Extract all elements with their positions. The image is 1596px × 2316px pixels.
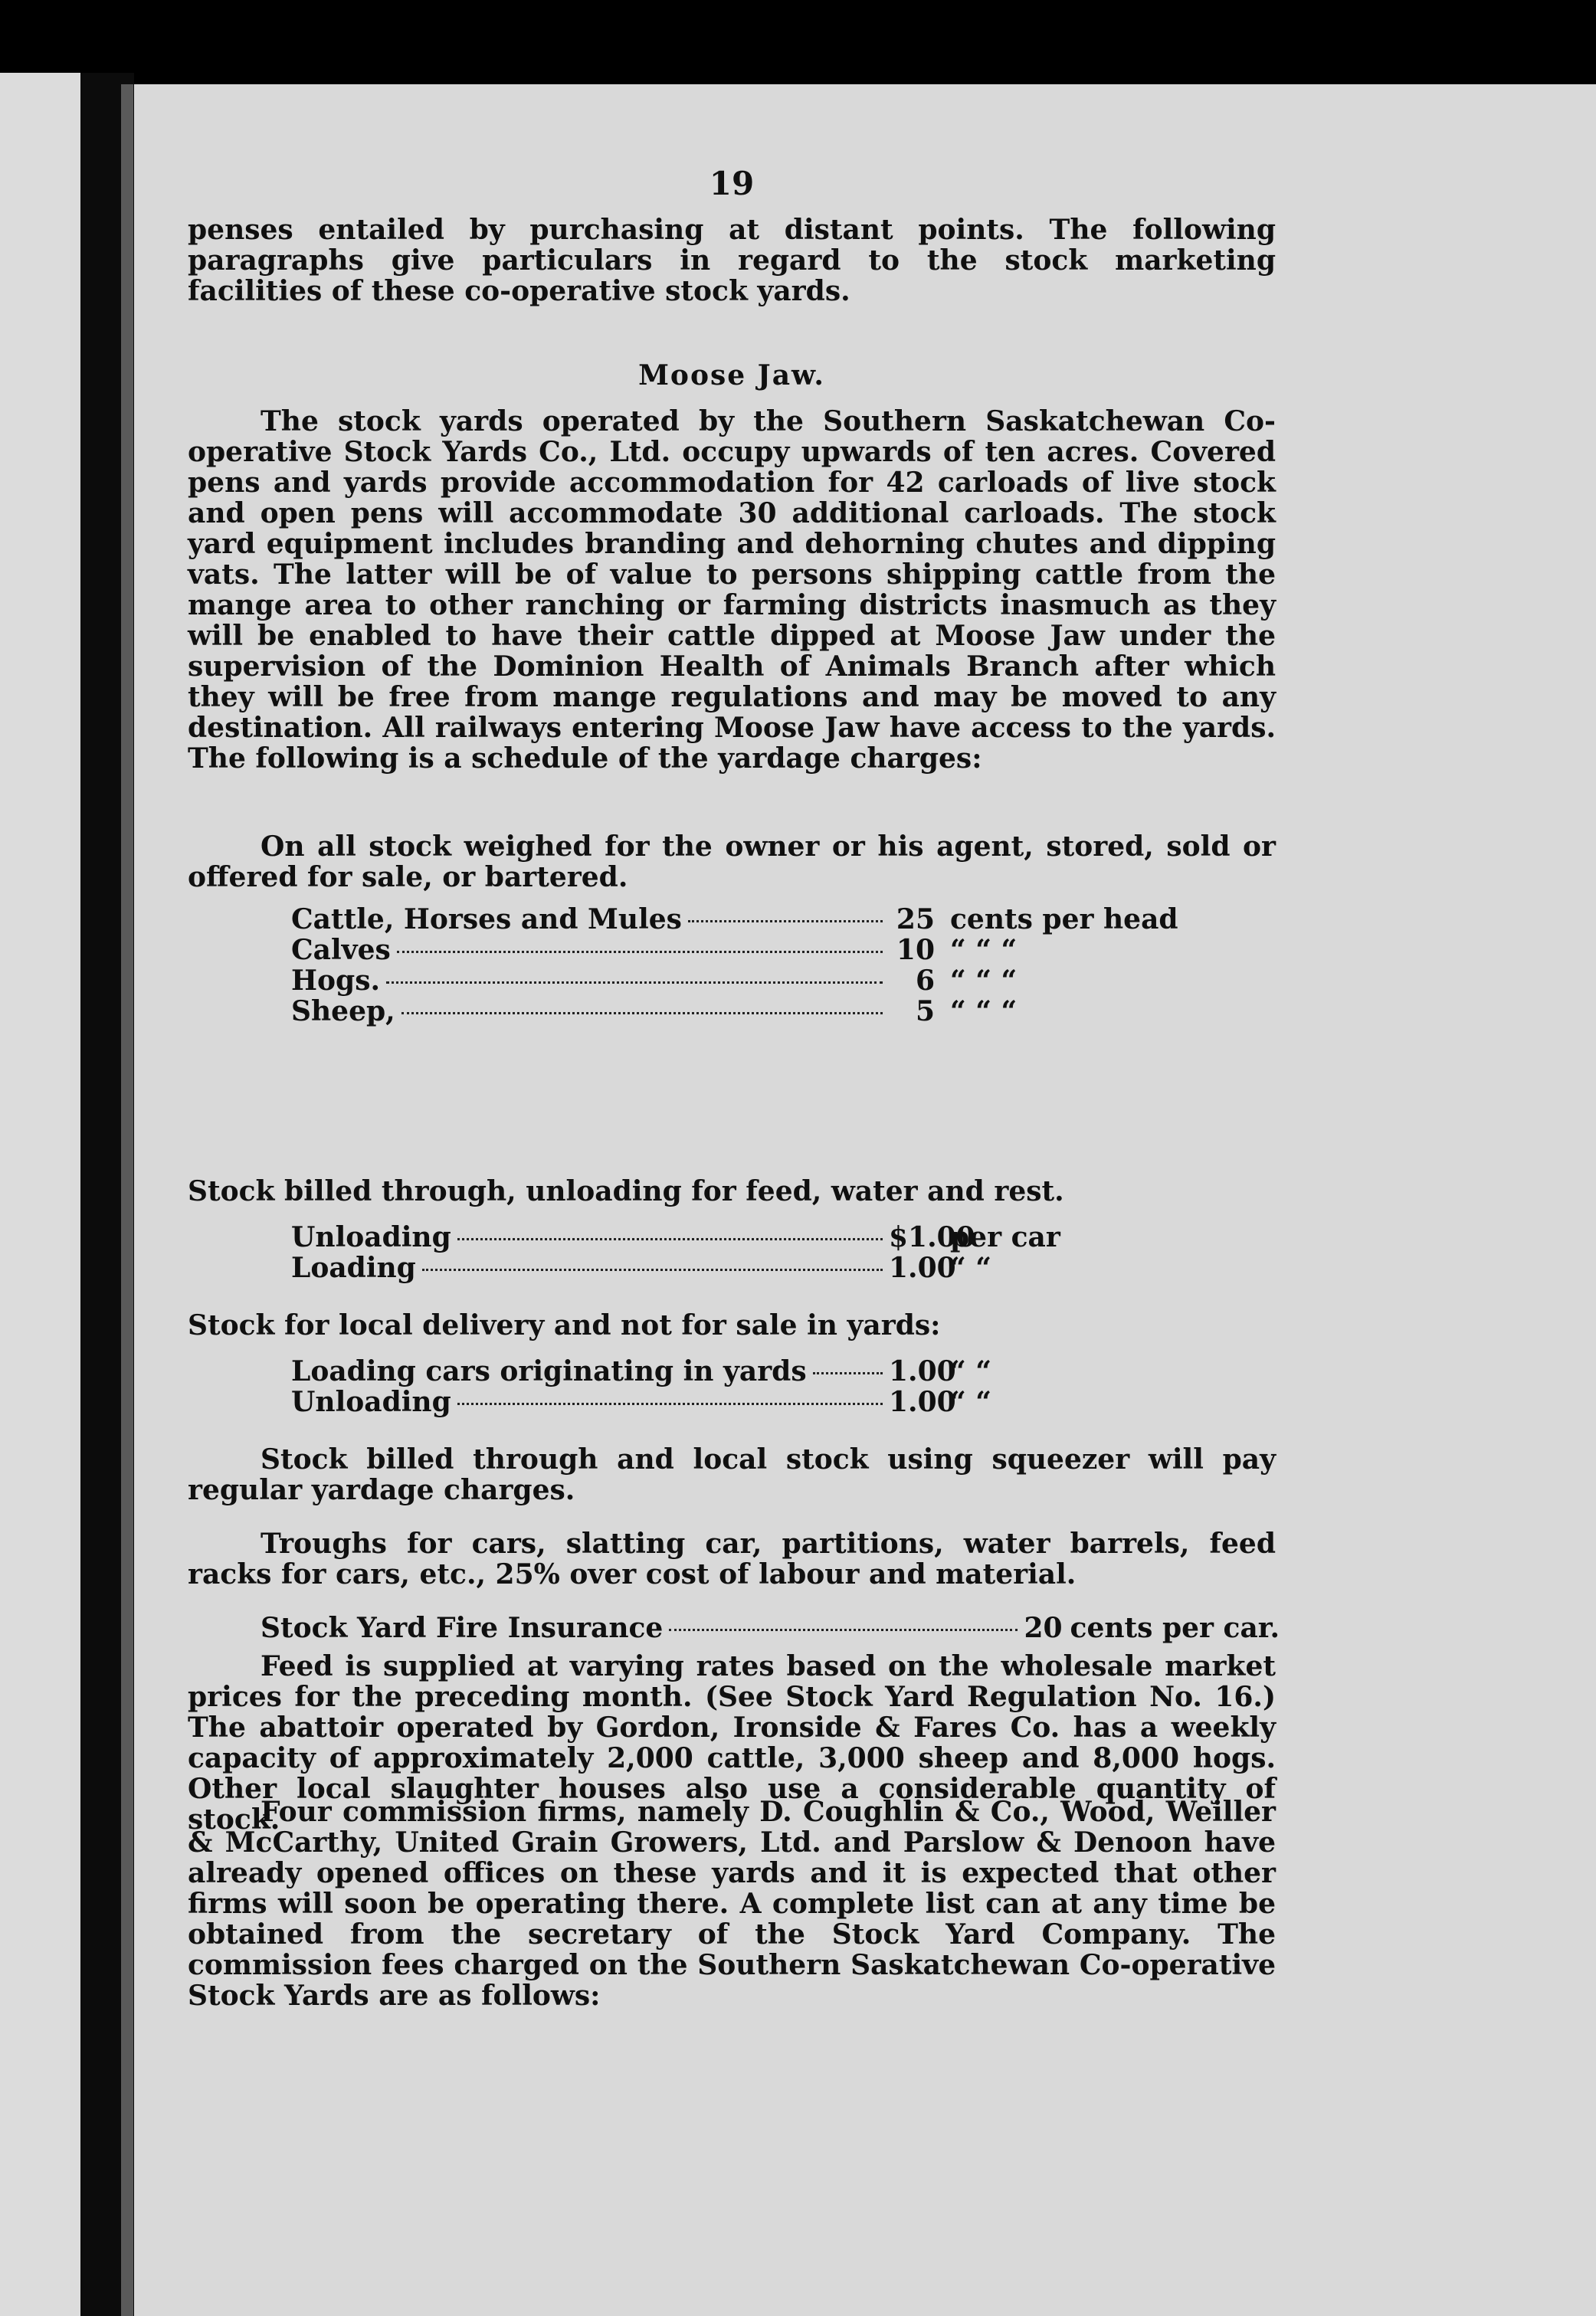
rate-item: Cattle, Horses and Mules: [291, 903, 682, 935]
rate-row: [291, 1356, 1172, 1387]
rate-row: [291, 1387, 1172, 1417]
dot-leader: [457, 1238, 883, 1240]
rate-amount: 1.00: [889, 1386, 956, 1418]
rate-item: Loading cars originating in yards: [291, 1355, 807, 1387]
rate-unit: “ “: [950, 1252, 991, 1284]
commission-paragraph: Four commission firms, namely D. Coughlin & Co., Wood, Weiller & McCarthy, United Grain Growers, Ltd. and Parslow & Denoon have already opened offices on these yards and it is expected that other firms will soon be operating there. A complete list can at any time be obtained from the secretary of the Stock Yard Company. The commission fees charged on the Southern Saskatchewan Co-operative Stock Yards are as follows:: [188, 1796, 1276, 2012]
rate-row: [291, 996, 1172, 1027]
rate-amount: 10: [896, 934, 935, 966]
rate-item: Unloading: [291, 1221, 451, 1253]
rate-amount: 1.00: [889, 1355, 956, 1387]
rate-unit: “ “: [950, 1386, 991, 1418]
dot-leader: [422, 1269, 883, 1271]
rate-row: [291, 903, 1178, 935]
rate-amount: 20: [1024, 1612, 1063, 1644]
rate-unit: “ “: [950, 1355, 991, 1387]
rate-row: [291, 965, 1172, 996]
local-charges-table: [291, 1356, 1172, 1417]
dot-leader: [457, 1403, 883, 1405]
dot-leader: [813, 1372, 883, 1374]
rate-item: Calves: [291, 934, 391, 966]
rate-item: Hogs.: [291, 965, 380, 997]
section-heading: Moose Jaw.: [638, 359, 825, 391]
billed-through-paragraph: Stock billed through, unloading for feed, water and rest.: [188, 1175, 1064, 1207]
rate-unit: cents per car.: [1070, 1612, 1280, 1644]
opening-paragraph: penses entailed by purchasing at distant points. The following paragraphs give particulars in regard to the stock marketing facilities of these co-operative stock yards.: [188, 214, 1276, 307]
fire-insurance-row: [261, 1613, 1280, 1643]
rate-amount: 1.00: [889, 1252, 956, 1284]
rate-item: Stock Yard Fire Insurance: [261, 1612, 664, 1644]
squeezer-paragraph: Stock billed through and local stock using squeezer will pay regular yardage charges.: [188, 1443, 1276, 1506]
page-gutter: [121, 84, 133, 2316]
head-charges-table: [291, 903, 1178, 1027]
rate-amount: 5: [915, 995, 935, 1027]
dot-leader: [669, 1629, 1018, 1631]
dot-leader: [401, 1012, 883, 1014]
rate-amount: 6: [915, 965, 935, 997]
rate-item: Unloading: [291, 1386, 451, 1418]
page-number: 19: [709, 165, 755, 202]
dot-leader: [688, 920, 883, 922]
rate-item: Sheep,: [291, 995, 395, 1027]
dot-leader: [397, 951, 883, 953]
dot-leader: [386, 981, 883, 984]
rate-unit: cents per head: [950, 903, 1178, 935]
feed-paragraph: Feed is supplied at varying rates based on the wholesale market prices for the preceding month. (See Stock Yard Regulation No. 16.) The abattoir operated by Gordon, Ironside & Fares Co. has a weekly capacity of approximately 2,000 cattle, 3,000 sheep and 8,000 hogs. Other local slaughter houses also use a considerable quantity of stock.: [188, 1650, 1276, 1836]
rate-unit: per car: [950, 1221, 1060, 1253]
facing-page-edge: [0, 73, 80, 2316]
local-delivery-paragraph: Stock for local delivery and not for sale in yards:: [188, 1309, 941, 1341]
stock-yards-paragraph: The stock yards operated by the Southern Saskatchewan Co-operative Stock Yards Co., Ltd. occupy upwards of ten acres. Covered pens and yards provide accommodation for 42 carloads of live stock and open pens will accommodate 30 additional carloads. The stock yard equipment includes branding and dehorning chutes and dipping vats. The latter will be of value to persons shipping cattle from the mange area to other ranching or farming districts inasmuch as they will be enabled to have their cattle dipped at Moose Jaw under the supervision of the Dominion Health of Animals Branch after which they will be free from mange regulations and may be moved to any destination. All railways entering Moose Jaw have access to the yards. The following is a schedule of the yardage charges:: [188, 405, 1276, 775]
rate-amount: 25: [896, 903, 935, 935]
troughs-paragraph: Troughs for cars, slatting car, partitions, water barrels, feed racks for cars, etc., 25% over cost of labour and material.: [188, 1528, 1276, 1590]
rate-row: [291, 1253, 1172, 1283]
rate-unit: “ “ “: [950, 995, 1018, 1027]
weighed-stock-paragraph: On all stock weighed for the owner or his agent, stored, sold or offered for sale, or bartered.: [188, 830, 1276, 893]
billed-charges-table: [291, 1222, 1172, 1283]
rate-unit: “ “ “: [950, 965, 1018, 997]
rate-item: Loading: [291, 1252, 416, 1284]
rate-unit: “ “ “: [950, 934, 1018, 966]
rate-row: [291, 935, 1172, 965]
rate-amount: $1.00: [889, 1221, 975, 1253]
rate-row: [291, 1222, 1172, 1253]
